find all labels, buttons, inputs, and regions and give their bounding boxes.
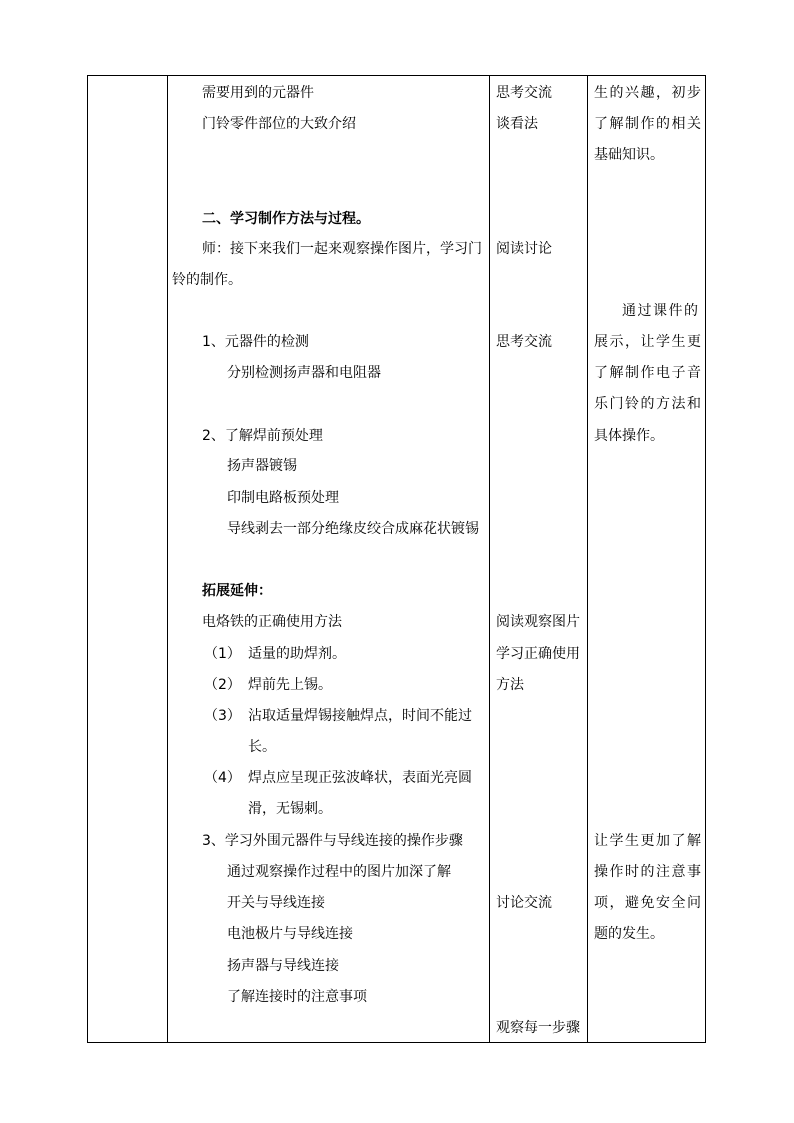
process-line: 印制电路板预处理 <box>227 490 339 506</box>
list-item: 沾取适量焊锡接触焊点，时间不能过 <box>248 708 472 724</box>
list-item: 长。 <box>248 739 276 755</box>
step-heading: 1、元器件的检测 <box>202 334 309 350</box>
intent-line: 让学生更加了解 <box>594 833 703 849</box>
intent-line: 乐门铃的方法和 <box>594 396 703 412</box>
activity-line: 谈看法 <box>496 116 538 132</box>
list-number: （2） <box>204 677 241 693</box>
process-line: 通过观察操作过程中的图片加深了解 <box>227 864 451 880</box>
activity-line: 讨论交流 <box>496 895 552 911</box>
intent-line: 基础知识。 <box>594 147 664 163</box>
list-number: （3） <box>204 708 241 724</box>
activity-line: 学习正确使用 <box>496 646 580 662</box>
list-number: （1） <box>204 646 241 662</box>
list-item: 焊前先上锡。 <box>248 677 332 693</box>
extension-heading: 拓展延伸： <box>202 583 272 599</box>
intent-line: 通过课件的 <box>622 303 700 319</box>
process-line: 扬声器镀锡 <box>227 458 297 474</box>
intent-line: 了解制作电子音 <box>594 365 703 381</box>
activity-line: 阅读观察图片 <box>496 614 580 630</box>
intent-line: 项，避免安全问 <box>594 895 703 911</box>
intent-line: 生的兴趣，初步 <box>594 85 703 101</box>
process-line: 需要用到的元器件 <box>202 85 314 101</box>
process-line: 电烙铁的正确使用方法 <box>202 614 342 630</box>
step-heading: 3、学习外围元器件与导线连接的操作步骤 <box>202 833 463 849</box>
step-heading: 2、了解焊前预处理 <box>202 428 323 444</box>
intent-line: 操作时的注意事 <box>594 864 703 880</box>
list-item: 焊点应呈现正弦波峰状，表面光亮圆 <box>248 770 472 786</box>
list-item: 适量的助焊剂。 <box>248 646 346 662</box>
process-line: 电池极片与导线连接 <box>227 926 353 942</box>
activity-line: 思考交流 <box>496 334 552 350</box>
intent-line: 展示，让学生更 <box>594 334 703 350</box>
process-line: 了解连接时的注意事项 <box>227 989 367 1005</box>
intent-line: 题的发生。 <box>594 926 664 942</box>
activity-line: 思考交流 <box>496 85 552 101</box>
process-line: 铃的制作。 <box>172 272 242 288</box>
process-line: 师：接下来我们一起来观察操作图片，学习门 <box>202 241 482 257</box>
process-line: 开关与导线连接 <box>227 895 325 911</box>
intent-line: 了解制作的相关 <box>594 116 703 132</box>
activity-line: 方法 <box>496 677 524 693</box>
activity-line: 阅读讨论 <box>496 241 552 257</box>
process-line: 分别检测扬声器和电阻器 <box>227 365 381 381</box>
activity-line: 观察每一步骤 <box>496 1020 580 1036</box>
section-heading: 二、学习制作方法与过程。 <box>202 211 370 227</box>
list-item: 滑，无锡刺。 <box>248 801 332 817</box>
process-line: 门铃零件部位的大致介绍 <box>202 116 356 132</box>
column-divider-3 <box>587 76 588 1042</box>
column-divider-2 <box>489 76 490 1042</box>
intent-line: 具体操作。 <box>594 428 664 444</box>
process-line: 导线剥去一部分绝缘皮绞合成麻花状镀锡 <box>227 521 479 537</box>
list-number: （4） <box>204 770 241 786</box>
column-divider-1 <box>167 76 168 1042</box>
process-line: 扬声器与导线连接 <box>227 958 339 974</box>
